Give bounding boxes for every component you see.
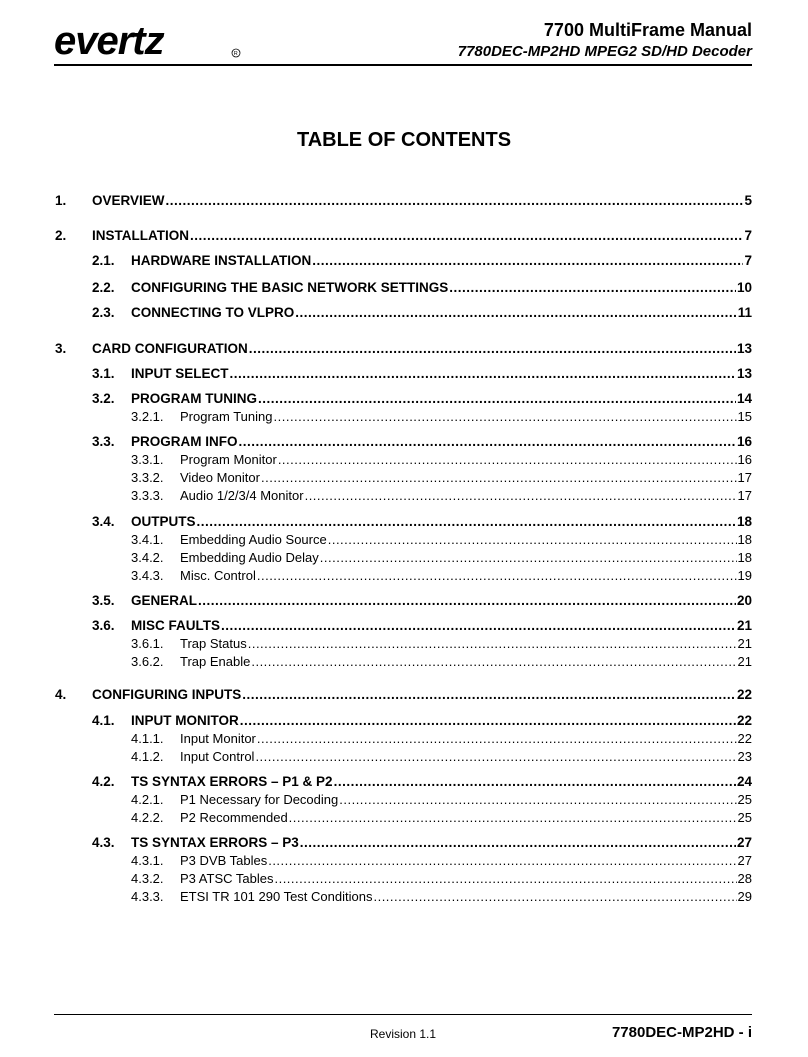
toc-entry-line: [180, 749, 752, 764]
toc-entry-number: 4.3.3.: [131, 889, 164, 904]
toc-entry-number: 4.3.: [92, 835, 115, 850]
toc-entry-title: CONNECTING TO VLPRO: [131, 305, 295, 320]
toc-entry-line: [92, 687, 752, 702]
toc-entry-number: 3.2.1.: [131, 409, 164, 424]
toc-entry-number: 3.2.: [92, 391, 115, 406]
dot-leader: [312, 253, 743, 268]
header-rule: [54, 64, 752, 66]
toc-entry-line: [92, 341, 752, 356]
toc-entry-line: [92, 228, 752, 243]
toc-entry-title: P3 DVB Tables: [180, 853, 268, 868]
dot-leader: [261, 470, 737, 485]
toc-entry-title: TS SYNTAX ERRORS – P1 & P2: [131, 774, 333, 789]
toc-entry-page: 17: [737, 488, 752, 503]
dot-leader: [339, 792, 736, 807]
toc-entry-page: 22: [736, 713, 752, 728]
toc-entry[interactable]: [0, 568, 808, 584]
toc-entry-line: [131, 366, 752, 381]
toc-entry-number: 4.2.: [92, 774, 115, 789]
toc-entry-number: 4.2.2.: [131, 810, 164, 825]
toc-entry-title: Input Control: [180, 749, 255, 764]
dot-leader: [449, 280, 736, 295]
toc-entry[interactable]: [0, 280, 808, 298]
dot-leader: [257, 568, 737, 583]
revision-label: Revision 1.1: [370, 1027, 437, 1041]
toc-entry[interactable]: [0, 749, 808, 765]
toc-entry-line: [131, 305, 752, 320]
toc-entry-page: 18: [737, 550, 752, 565]
toc-entry-number: 1.: [55, 193, 67, 208]
toc-entry-title: Video Monitor: [180, 470, 260, 485]
toc-entry-line: [180, 409, 752, 424]
toc-entry[interactable]: [0, 835, 808, 853]
svg-text:evertz: evertz: [54, 20, 164, 62]
toc-entry-page: 19: [737, 568, 752, 583]
toc-entry-title: INPUT SELECT: [131, 366, 229, 381]
dot-leader: [258, 391, 736, 406]
toc-entry[interactable]: [0, 409, 808, 425]
dot-leader: [197, 514, 736, 529]
toc-entry-page: 27: [736, 835, 752, 850]
dot-leader: [289, 810, 737, 825]
toc-entry-title: INSTALLATION: [92, 228, 189, 243]
toc-entry-page: 24: [736, 774, 752, 789]
toc-entry-line: [180, 792, 752, 807]
toc-entry-title: CONFIGURING INPUTS: [92, 687, 242, 702]
toc-entry-title: Trap Status: [180, 636, 247, 651]
toc-entry-page: 22: [737, 731, 752, 746]
dot-leader: [268, 853, 736, 868]
toc-entry-number: 3.3.3.: [131, 488, 164, 503]
toc-entry-page: 16: [736, 434, 752, 449]
toc-entry-page: 25: [737, 810, 752, 825]
dot-leader: [295, 305, 736, 320]
toc-entry-title: MISC FAULTS: [131, 618, 220, 633]
toc-entry-page: 22: [736, 687, 752, 702]
toc-entry-page: 21: [736, 618, 752, 633]
evertz-logo: [54, 20, 244, 62]
toc-entry-title: P3 ATSC Tables: [180, 871, 274, 886]
toc-entry-page: 7: [744, 228, 752, 243]
dot-leader: [240, 713, 736, 728]
toc-entry[interactable]: [0, 550, 808, 566]
toc-entry-line: [131, 514, 752, 529]
dot-leader: [274, 871, 736, 886]
page-header: [0, 0, 808, 70]
toc-entry[interactable]: [0, 792, 808, 808]
dot-leader: [249, 341, 736, 356]
toc-entry-line: [180, 889, 752, 904]
toc-entry-page: 11: [737, 305, 752, 320]
toc-entry-page: 18: [736, 514, 752, 529]
toc-entry-number: 3.4.3.: [131, 568, 164, 583]
toc-entry-page: 25: [737, 792, 752, 807]
toc-entry[interactable]: [0, 228, 808, 246]
dot-leader: [300, 835, 736, 850]
toc-entry[interactable]: [0, 810, 808, 826]
dot-leader: [274, 409, 737, 424]
toc-entry-number: 3.6.2.: [131, 654, 164, 669]
dot-leader: [166, 193, 744, 208]
toc-entry-page: 28: [737, 871, 752, 886]
toc-entry[interactable]: [0, 871, 808, 887]
dot-leader: [198, 593, 736, 608]
toc-entry-title: P1 Necessary for Decoding: [180, 792, 339, 807]
toc-entry-line: [131, 253, 752, 268]
toc-entry-number: 3.4.2.: [131, 550, 164, 565]
toc-entry-title: HARDWARE INSTALLATION: [131, 253, 312, 268]
toc-entry[interactable]: [0, 774, 808, 792]
toc-entry-title: GENERAL: [131, 593, 198, 608]
toc-entry-title: CARD CONFIGURATION: [92, 341, 248, 356]
toc-entry-page: 13: [736, 366, 752, 381]
toc-entry-title: Input Monitor: [180, 731, 256, 746]
toc-entry[interactable]: [0, 341, 808, 359]
toc-entry-number: 3.5.: [92, 593, 115, 608]
toc-entry-line: [131, 713, 752, 728]
toc-entry-line: [131, 391, 752, 406]
toc-entry[interactable]: [0, 488, 808, 504]
toc-entry-line: [180, 488, 752, 503]
toc-entry[interactable]: [0, 853, 808, 869]
toc-entry-page: 23: [737, 749, 752, 764]
dot-leader: [221, 618, 736, 633]
toc-entry-title: OVERVIEW: [92, 193, 165, 208]
toc-entry[interactable]: [0, 618, 808, 636]
dot-leader: [328, 532, 737, 547]
toc-entry-page: 20: [736, 593, 752, 608]
toc-entry[interactable]: [0, 889, 808, 905]
dot-leader: [334, 774, 736, 789]
toc-entry-page: 21: [737, 654, 752, 669]
toc-entry-page: 17: [737, 470, 752, 485]
dot-leader: [255, 749, 736, 764]
dot-leader: [248, 636, 737, 651]
toc-entry-title: CONFIGURING THE BASIC NETWORK SETTINGS: [131, 280, 449, 295]
toc-entry[interactable]: [0, 434, 808, 452]
toc-entry-line: [92, 193, 752, 208]
toc-entry[interactable]: [0, 514, 808, 532]
toc-entry-number: 3.3.1.: [131, 452, 164, 467]
toc-entry[interactable]: [0, 532, 808, 548]
dot-leader: [373, 889, 736, 904]
toc-entry-line: [180, 568, 752, 583]
dot-leader: [320, 550, 737, 565]
toc-entry-line: [180, 636, 752, 651]
toc-entry-number: 4.2.1.: [131, 792, 164, 807]
toc-entry[interactable]: [0, 470, 808, 486]
toc-entry-line: [180, 550, 752, 565]
toc-entry[interactable]: [0, 593, 808, 611]
toc-entry-number: 3.3.2.: [131, 470, 164, 485]
toc-entry-page: 5: [744, 193, 752, 208]
toc-entry-title: INPUT MONITOR: [131, 713, 239, 728]
toc-entry-page: 13: [736, 341, 752, 356]
footer-rule: [54, 1014, 752, 1015]
toc-heading: TABLE OF CONTENTS: [296, 129, 512, 151]
toc-entry-title: Audio 1/2/3/4 Monitor: [180, 488, 304, 503]
toc-entry-number: 3.1.: [92, 366, 115, 381]
toc-entry-number: 4.: [55, 687, 67, 702]
toc-entry-line: [180, 470, 752, 485]
toc-entry[interactable]: [0, 636, 808, 652]
toc-entry-line: [131, 434, 752, 449]
toc-entry[interactable]: [0, 713, 808, 731]
toc-entry-number: 2.3.: [92, 305, 115, 320]
toc-entry-page: 14: [736, 391, 752, 406]
toc-entry-line: [180, 871, 752, 886]
toc-entry[interactable]: [0, 654, 808, 670]
dot-leader: [251, 654, 736, 669]
page-code: 7780DEC-MP2HD - i: [611, 1024, 752, 1041]
toc-entry-number: 2.1.: [92, 253, 115, 268]
toc-entry-line: [180, 853, 752, 868]
toc-entry-number: 3.4.: [92, 514, 115, 529]
product-subtitle: 7780DEC-MP2HD MPEG2 SD/HD Decoder: [457, 43, 752, 60]
toc-entry-line: [131, 774, 752, 789]
toc-entry[interactable]: [0, 253, 808, 271]
toc-entry-title: ETSI TR 101 290 Test Conditions: [180, 889, 373, 904]
toc-entry-title: Trap Enable: [180, 654, 251, 669]
toc-entry-line: [131, 835, 752, 850]
toc-entry-number: 3.: [55, 341, 67, 356]
toc-entry-number: 2.2.: [92, 280, 115, 295]
dot-leader: [278, 452, 737, 467]
toc-entry-number: 2.: [55, 228, 67, 243]
toc-entry-line: [180, 452, 752, 467]
toc-entry[interactable]: [0, 687, 808, 705]
svg-text:R: R: [233, 51, 238, 57]
toc-entry-title: P2 Recommended: [180, 810, 288, 825]
dot-leader: [190, 228, 743, 243]
toc-entry-number: 4.1.1.: [131, 731, 164, 746]
toc-entry[interactable]: [0, 391, 808, 409]
toc-entry-page: 10: [736, 280, 752, 295]
toc-entry-number: 4.3.2.: [131, 871, 164, 886]
toc-entry[interactable]: [0, 305, 808, 323]
toc-entry-title: Misc. Control: [180, 568, 256, 583]
dot-leader: [230, 366, 736, 381]
toc-entry-page: 18: [737, 532, 752, 547]
toc-entry[interactable]: [0, 193, 808, 211]
dot-leader: [239, 434, 736, 449]
toc-entry-line: [131, 618, 752, 633]
toc-entry-title: Program Monitor: [180, 452, 277, 467]
toc-entry-page: 29: [737, 889, 752, 904]
dot-leader: [257, 731, 737, 746]
toc-entry-title: PROGRAM TUNING: [131, 391, 257, 406]
toc-entry-title: Program Tuning: [180, 409, 273, 424]
toc-entry-line: [131, 593, 752, 608]
toc-entry[interactable]: [0, 731, 808, 747]
toc-entry-page: 15: [737, 409, 752, 424]
toc-entry-line: [180, 654, 752, 669]
dot-leader: [242, 687, 736, 702]
toc-entry-line: [131, 280, 752, 295]
toc-entry[interactable]: [0, 366, 808, 384]
toc-entry-line: [180, 731, 752, 746]
toc-entry-number: 4.3.1.: [131, 853, 164, 868]
toc-entry-page: 27: [737, 853, 752, 868]
toc-entry-page: 16: [737, 452, 752, 467]
toc-entry-number: 4.1.: [92, 713, 115, 728]
toc-entry-line: [180, 532, 752, 547]
toc-entry-number: 3.3.: [92, 434, 115, 449]
toc-entry-page: 21: [737, 636, 752, 651]
toc-entry-title: Embedding Audio Source: [180, 532, 327, 547]
toc-entry-title: Embedding Audio Delay: [180, 550, 319, 565]
toc-entry-line: [180, 810, 752, 825]
toc-entry-number: 3.6.1.: [131, 636, 164, 651]
toc-entry-page: 7: [744, 253, 752, 268]
toc-entry-title: TS SYNTAX ERRORS – P3: [131, 835, 299, 850]
toc-entry-number: 3.6.: [92, 618, 115, 633]
toc-entry-title: PROGRAM INFO: [131, 434, 238, 449]
toc-entry[interactable]: [0, 452, 808, 468]
toc-entry-number: 3.4.1.: [131, 532, 164, 547]
toc-entry-number: 4.1.2.: [131, 749, 164, 764]
dot-leader: [305, 488, 737, 503]
toc-entry-title: OUTPUTS: [131, 514, 196, 529]
manual-title: 7700 MultiFrame Manual: [543, 20, 752, 40]
